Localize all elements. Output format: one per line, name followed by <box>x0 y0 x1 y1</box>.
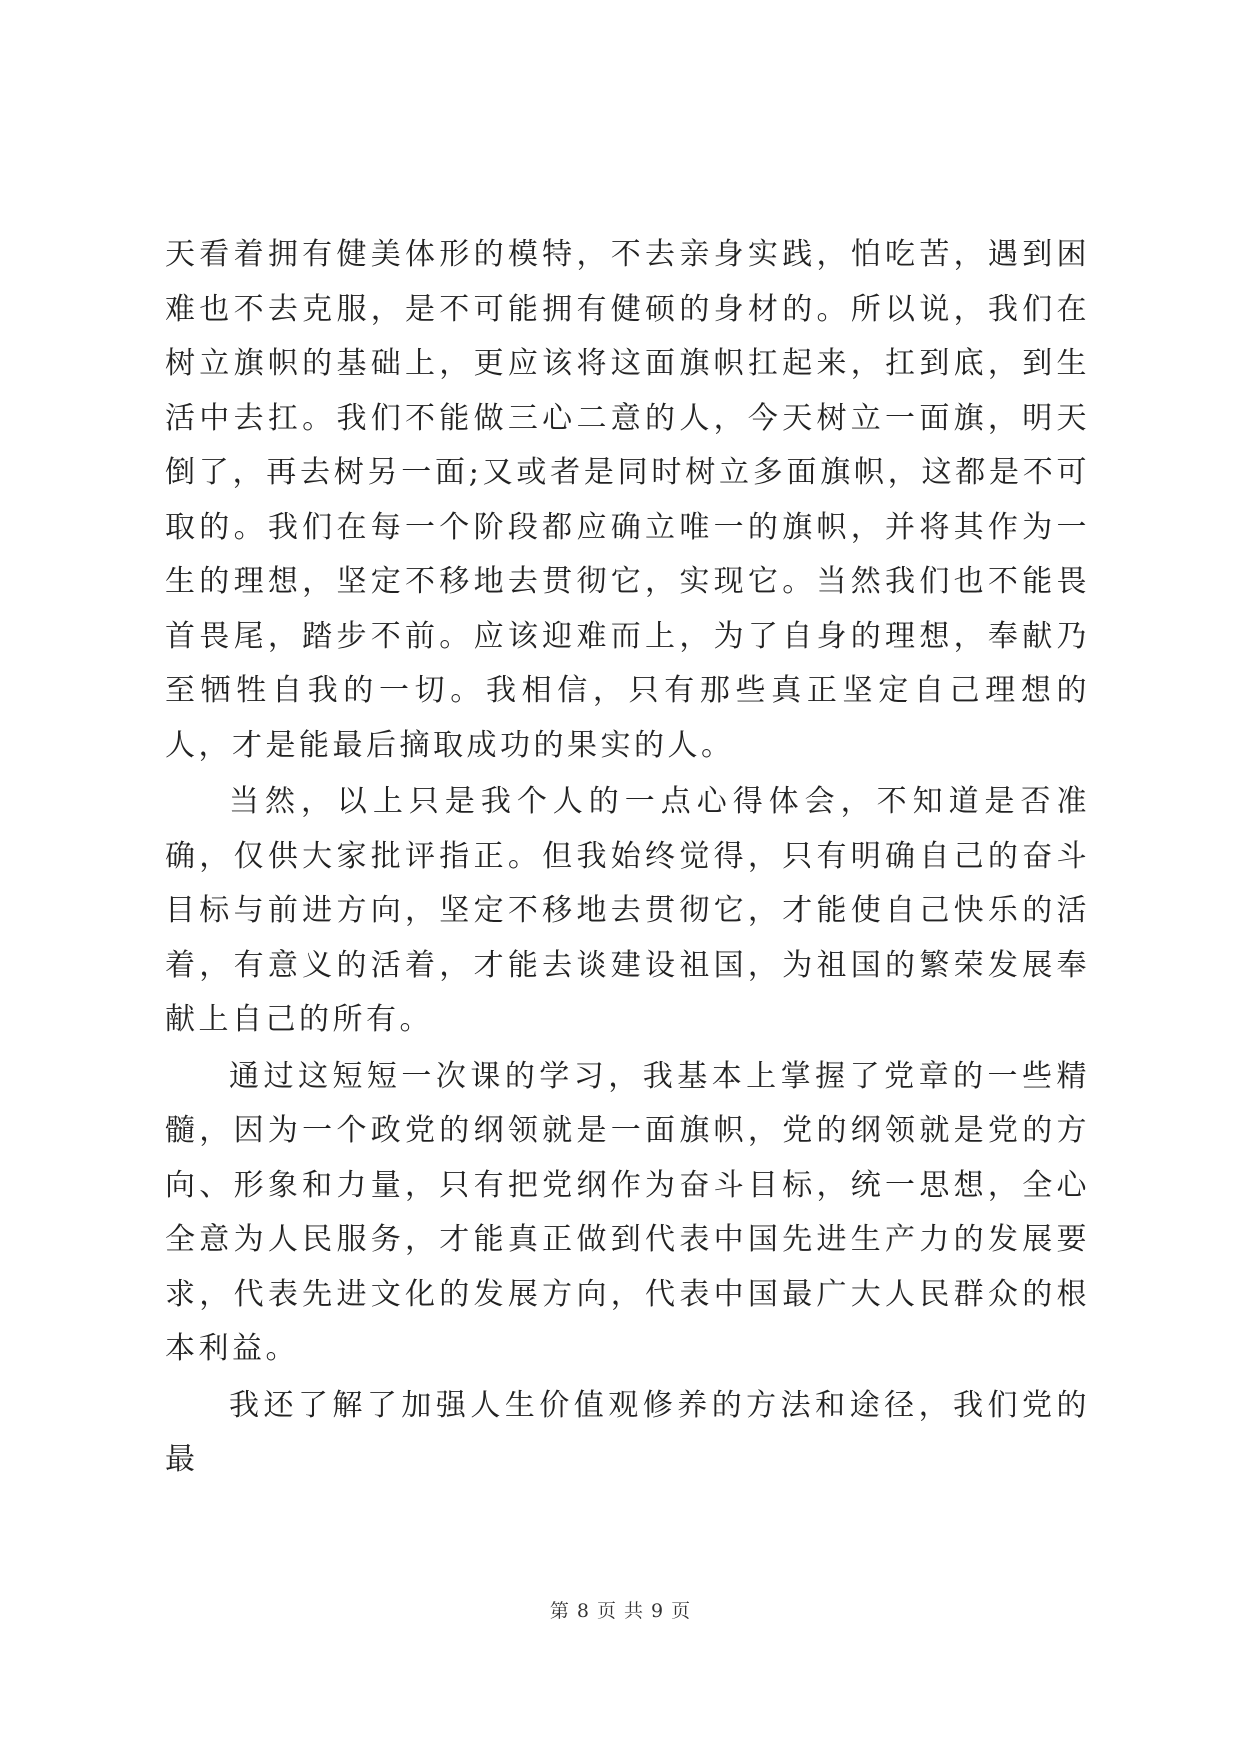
paragraph-4: 我还了解了加强人生价值观修养的方法和途径，我们党的最 <box>165 1387 1090 1477</box>
paragraph-1: 天看着拥有健美体形的模特，不去亲身实践，怕吃苦，遇到困难也不去克服，是不可能拥有健硕的身材的。所以说，我们在树立旗帜的基础上，更应该将这面旗帜扛起来，扛到底，到生活中去扛。我们不能做三心二意的人，今天树立一面旗，明天倒了，再去树另一面;又或者是同时树立多面旗帜，这都是不可取的。我们在每一个阶段都应确立唯一的旗帜，并将其作为一生的理想，坚定不移地去贯彻它，实现它。当然我们也不能畏首畏尾，踏步不前。应该迎难而上，为了自身的理想，奉献乃至牺牲自我的一切。我相信，只有那些真正坚定自己理想的人，才是能最后摘取成功的果实的人。 <box>165 237 1090 763</box>
paragraph-2: 当然，以上只是我个人的一点心得体会，不知道是否准确，仅供大家批评指正。但我始终觉得，只有明确自己的奋斗目标与前进方向，坚定不移地去贯彻它，才能使自己快乐的活着，有意义的活着，才能去谈建设祖国，为祖国的繁荣发展奉献上自己的所有。 <box>165 784 1090 1037</box>
body-text <box>165 228 1090 1490</box>
page-number-footer: 第 8 页 共 9 页 <box>549 1600 692 1622</box>
paragraph-3: 通过这短短一次课的学习，我基本上掌握了党章的一些精髓，因为一个政党的纲领就是一面旗帜，党的纲领就是党的方向、形象和力量，只有把党纲作为奋斗目标，统一思想，全心全意为人民服务，才能真正做到代表中国先进生产力的发展要求，代表先进文化的发展方向，代表中国最广大人民群众的根本利益。 <box>165 1058 1090 1366</box>
